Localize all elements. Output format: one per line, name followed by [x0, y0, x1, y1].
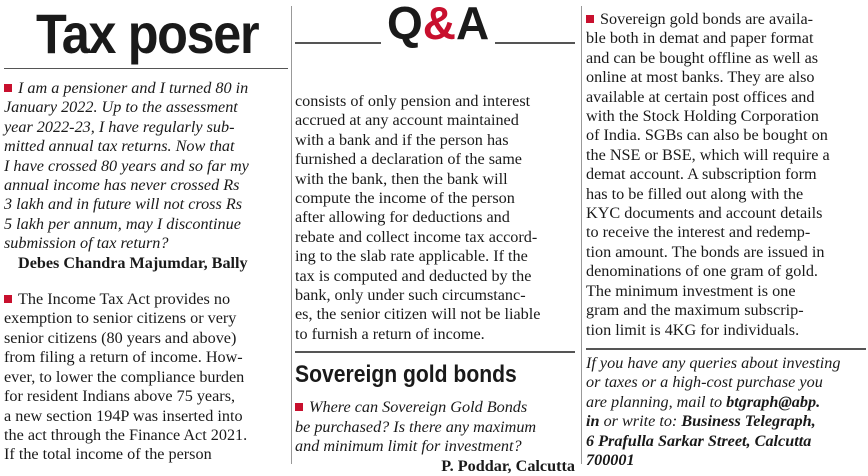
answer-line: tion limit is 4KG for individuals. [586, 320, 800, 339]
answer-line: with a bank and if the person has [295, 130, 509, 149]
footer-line: are planning, mail to btgraph@abp. [586, 392, 821, 411]
tax-question [4, 79, 288, 254]
question-line: I am a pensioner and I turned 80 in [4, 79, 288, 98]
question-line: mitted annual tax returns. Now that [4, 137, 235, 156]
gold-answer [586, 10, 866, 340]
answer-line: of India. SGBs can also be bought on [586, 126, 828, 145]
tax-poser-column [0, 0, 288, 468]
answer-line: to furnish a return of income. [295, 324, 485, 343]
answer-line: gram and the maximum subscrip- [586, 301, 804, 320]
answer-line: tax is computed and deducted by the [295, 266, 532, 285]
tax-poser-title: Tax poser [36, 2, 259, 65]
qa-header [295, 2, 575, 48]
answer-line: exemption to senior citizens or very [4, 309, 237, 328]
answer-line: with the Stock Holding Corporation [586, 107, 819, 126]
question-line: Where can Sovereign Gold Bonds [295, 398, 575, 417]
bullet-square-icon [4, 295, 12, 303]
answer-line: senior citizens (80 years and above) [4, 328, 237, 347]
footer-line: or taxes or a high-cost purchase you [586, 373, 823, 392]
column-divider [581, 6, 582, 464]
continued-answer [295, 92, 575, 344]
answer-line: after allowing for deductions and [295, 208, 510, 227]
answer-line: for resident Indians above 75 years, [4, 387, 236, 406]
answer-line: rebate and collect income tax accord- [295, 227, 538, 246]
email-link[interactable]: btgraph@abp. [726, 392, 821, 411]
section-heading: Sovereign gold bonds [295, 361, 517, 389]
question-line: January 2022. Up to the assessment [4, 98, 238, 117]
answer-line: the NSE or BSE, which will require a [586, 145, 830, 164]
answer-line: compute the income of the person [295, 189, 515, 208]
answer-line: KYC documents and account details [586, 204, 823, 223]
bullet-square-icon [295, 403, 303, 411]
answer-line: furnished a declaration of the same [295, 150, 522, 169]
qa-title: Q&A [381, 0, 495, 46]
answer-line: demat account. A subscription form [586, 165, 817, 184]
answer-line: bank, only under such circumstanc- [295, 286, 526, 305]
answer-line: ever, to lower the compliance burden [4, 367, 245, 386]
question-line: annual income has never crossed Rs [4, 176, 240, 195]
answer-line: available at certain post offices and [586, 87, 815, 106]
gold-answer-column [586, 0, 866, 468]
answer-line: The minimum investment is one [586, 281, 796, 300]
footer-line: If you have any queries about investing [586, 353, 841, 372]
postal-address: Business Telegraph, [681, 412, 816, 431]
answer-line: online at most banks. They are also [586, 68, 815, 87]
answer-line: with the bank, then the bank will [295, 169, 508, 188]
answer-line: consists of only pension and interest [295, 92, 531, 110]
section-rule [295, 351, 575, 353]
question-line: 3 lakh and in future will not cross Rs [4, 195, 243, 214]
footer-rule [586, 348, 866, 350]
footer-line: in or write to: Business Telegraph, [586, 412, 816, 431]
answer-line: tion amount. The bonds are issued in [586, 242, 825, 261]
answer-line: ble both in demat and paper format [586, 29, 814, 48]
answer-line: The Income Tax Act provides no [4, 290, 288, 309]
question-line: be purchased? Is there any maximum [295, 417, 537, 436]
bullet-square-icon [586, 15, 594, 23]
answer-line: ing to the slab rate applicable. If the [295, 247, 528, 266]
answer-line: es, the senior citizen will not be liable [295, 305, 541, 324]
title-rule [4, 68, 288, 69]
answer-line: accrued at any account maintained [295, 111, 519, 130]
answer-line: If the total income of the person [4, 445, 212, 464]
qa-column [295, 0, 575, 475]
answer-line: has to be filled out along with the [586, 184, 804, 203]
answer-line: from filing a return of income. How- [4, 348, 243, 367]
answer-line: denominations of one gram of gold. [586, 262, 818, 281]
ampersand-accent: & [422, 0, 457, 49]
gold-question [295, 398, 575, 456]
answer-line: and can be bought offline as well as [586, 48, 819, 67]
email-link-end[interactable]: in [586, 412, 600, 431]
answer-line: to receive the interest and redemp- [586, 223, 811, 242]
answer-line: a new section 194P was inserted into [4, 406, 243, 425]
tax-answer [4, 290, 288, 465]
footer-line: 6 Prafulla Sarkar Street, Calcutta [586, 431, 812, 450]
question-line: year 2022-23, I have regularly sub- [4, 117, 235, 136]
footer-line: 700001 [586, 450, 635, 469]
question-signature: P. Poddar, Calcutta [441, 456, 575, 475]
question-signature: Debes Chandra Majumdar, Bally [18, 253, 248, 272]
question-line: submission of tax return? [4, 234, 169, 253]
answer-line: the act through the Finance Act 2021. [4, 425, 248, 444]
question-line: 5 lakh per annum, may I discontinue [4, 214, 241, 233]
column-divider [291, 6, 292, 464]
answer-line: Sovereign gold bonds are availa- [586, 10, 866, 29]
bullet-square-icon [4, 84, 12, 92]
contact-footer [586, 354, 866, 470]
question-line: I have crossed 80 years and so far my [4, 156, 249, 175]
question-line: and minimum limit for investment? [295, 437, 522, 456]
